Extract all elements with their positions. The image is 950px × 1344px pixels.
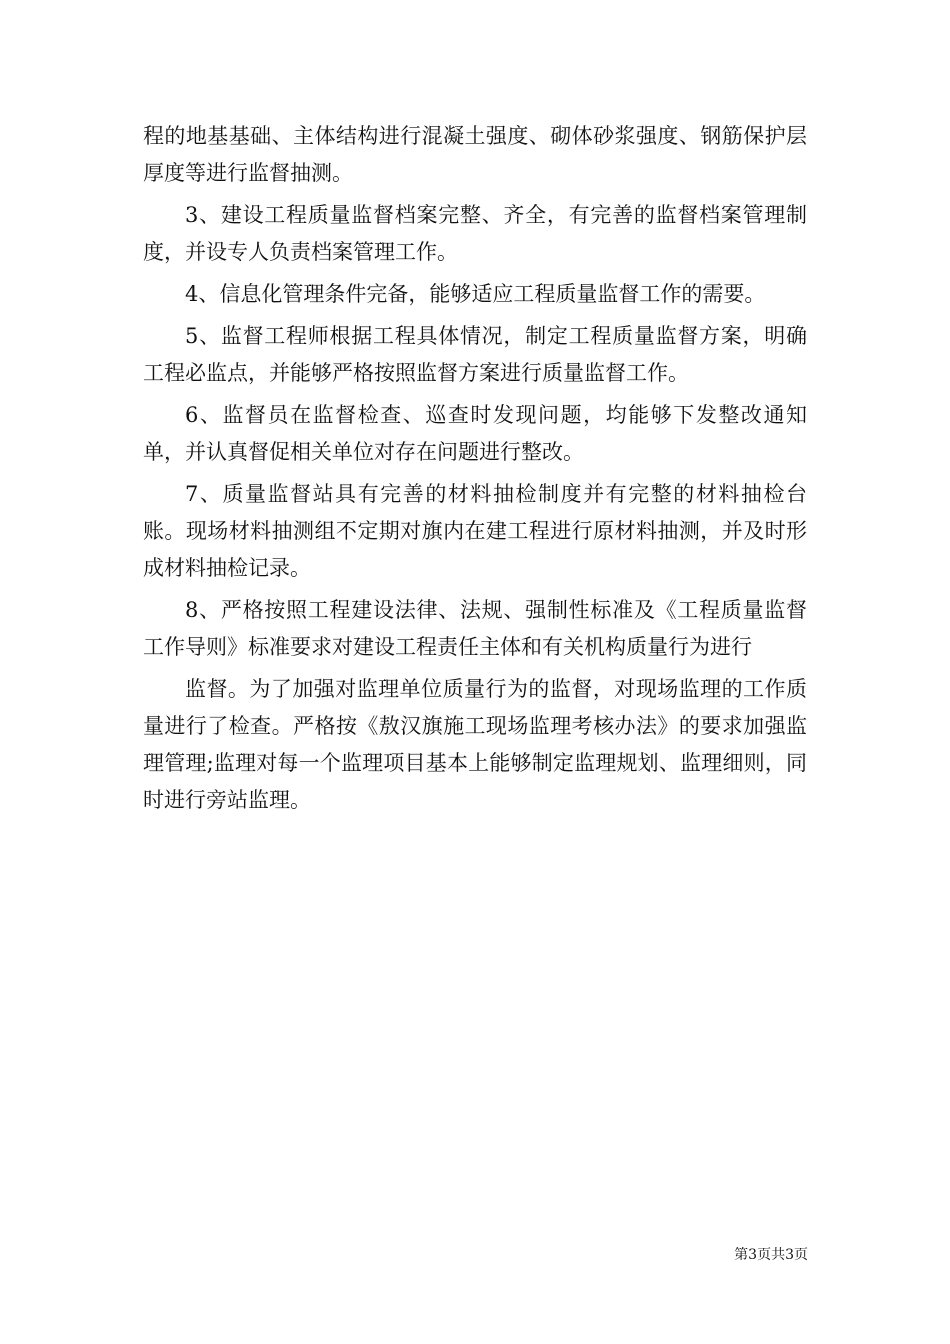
page-number: 第3页共3页 <box>734 1247 808 1263</box>
paragraph-item-3: 3、建设工程质量监督档案完整、齐全，有完善的监督档案管理制度，并设专人负责档案管理工作。 <box>143 203 807 264</box>
paragraph-item-6: 6、监督员在监督检查、巡查时发现问题，均能够下发整改通知单，并认真督促相关单位对存在问题进行整改。 <box>143 403 807 464</box>
paragraph-item-7: 7、质量监督站具有完善的材料抽检制度并有完整的材料抽检台账。现场材料抽测组不定期对旗内在建工程进行原材料抽测，并及时形成材料抽检记录。 <box>143 482 807 580</box>
paragraph-item-5: 5、监督工程师根据工程具体情况，制定工程质量监督方案，明确工程必监点，并能够严格按照监督方案进行质量监督工作。 <box>143 324 807 385</box>
paragraph-item-8: 8、严格按照工程建设法律、法规、强制性标准及《工程质量监督工作导则》标准要求对建设工程责任主体和有关机构质量行为进行 <box>143 598 807 659</box>
paragraph-continuation: 程的地基基础、主体结构进行混凝土强度、砌体砂浆强度、钢筋保护层厚度等进行监督抽测。 <box>143 124 807 185</box>
paragraph-supervision: 监督。为了加强对监理单位质量行为的监督，对现场监理的工作质量进行了检查。严格按《敖汉旗施工现场监理考核办法》的要求加强监理管理;监理对每一个监理项目基本上能够制定监理规划、监理细则，同时进行旁站监理。 <box>143 677 807 812</box>
paragraph-item-4: 4、信息化管理条件完备，能够适应工程质量监督工作的需要。 <box>185 282 766 306</box>
document-body <box>143 118 807 819</box>
